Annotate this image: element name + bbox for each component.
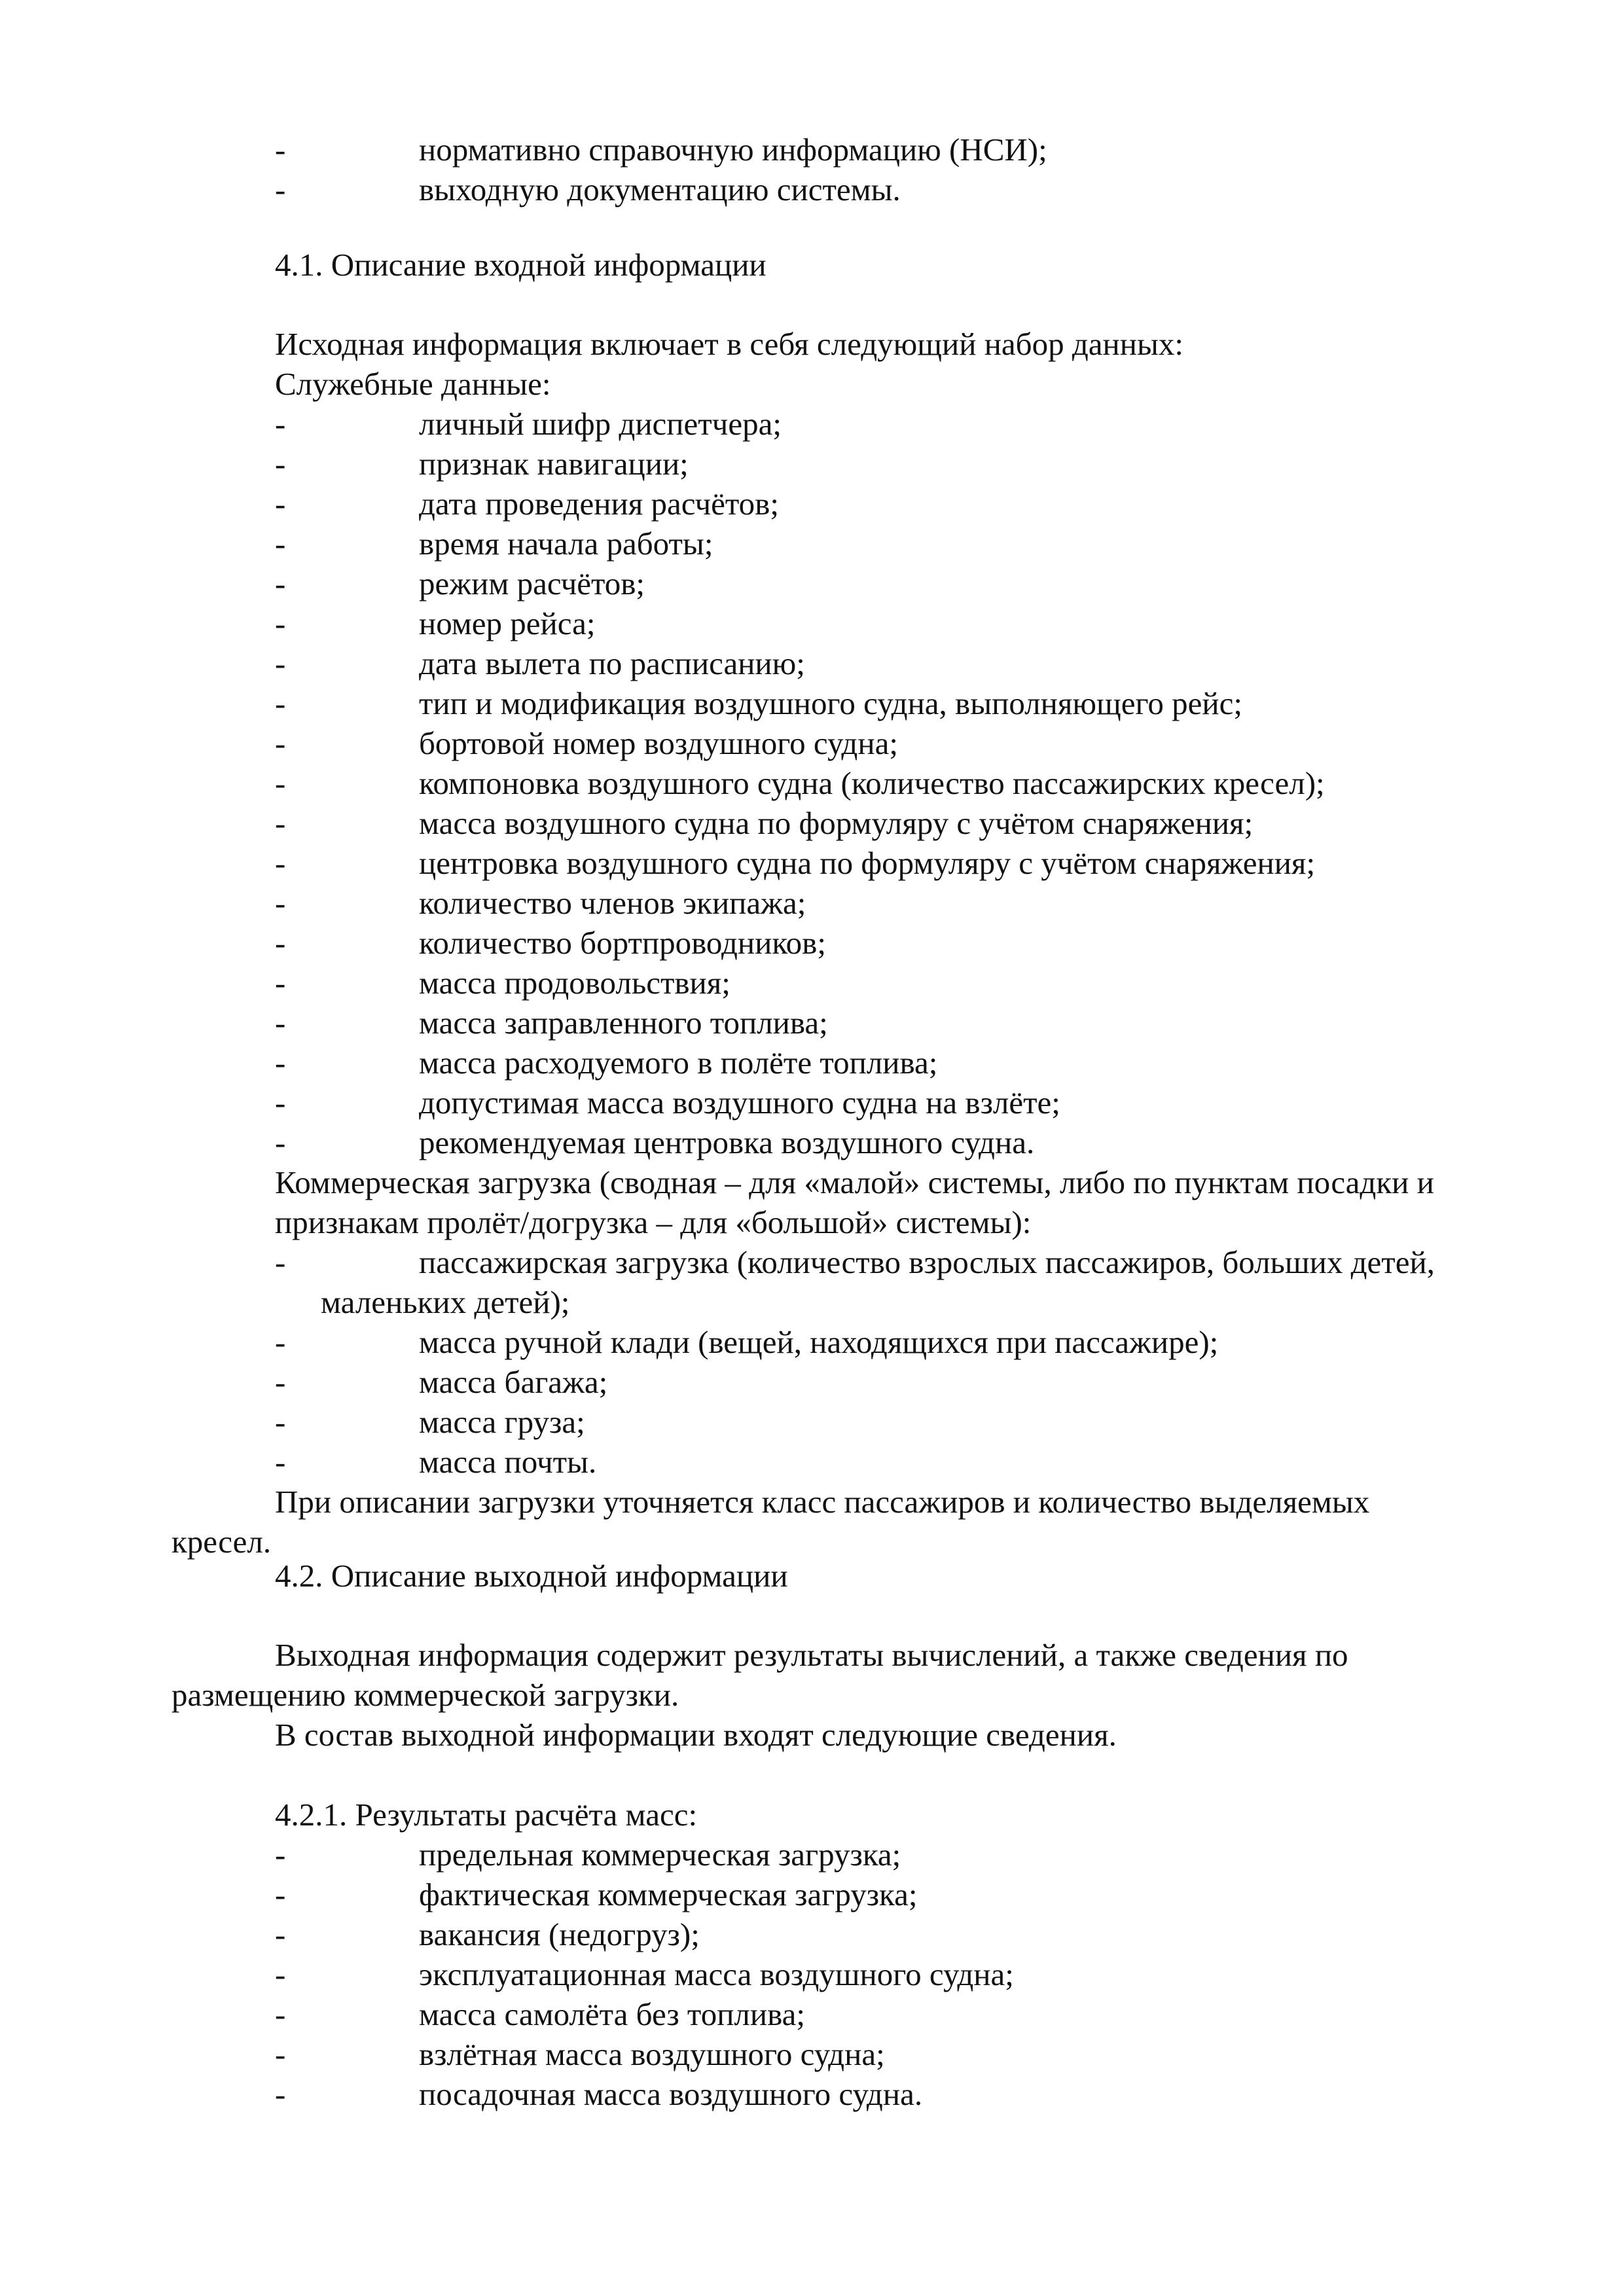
bullet-dash: - bbox=[275, 486, 286, 522]
list-item-text: дата проведения расчётов; bbox=[419, 486, 779, 522]
list-item bbox=[0, 1442, 1624, 1482]
bullet-dash: - bbox=[275, 565, 286, 601]
list-item-text: вакансия (недогруз); bbox=[419, 1916, 700, 1952]
list-item bbox=[0, 1874, 1624, 1914]
list-item bbox=[0, 1914, 1624, 1954]
bullet-dash: - bbox=[275, 132, 286, 168]
bullet-dash: - bbox=[275, 1956, 286, 1992]
bullet-dash: - bbox=[275, 1244, 286, 1280]
bullet-dash: - bbox=[275, 2036, 286, 2072]
service-data-label: Служебные данные: bbox=[275, 366, 551, 402]
bullet-dash: - bbox=[275, 805, 286, 841]
list-item-text: количество бортпроводников; bbox=[419, 925, 826, 961]
paragraph: размещению коммерческой загрузки. bbox=[171, 1677, 679, 1713]
paragraph: При описании загрузки уточняется класс пассажиров и количество выделяемых bbox=[275, 1484, 1370, 1520]
list-item-text: номер рейса; bbox=[419, 605, 596, 641]
top-bullet-list bbox=[0, 130, 1624, 209]
list-item-text: предельная коммерческая загрузка; bbox=[419, 1837, 901, 1873]
bullet-dash: - bbox=[275, 605, 286, 641]
list-item bbox=[0, 763, 1624, 803]
bullet-dash: - bbox=[275, 845, 286, 881]
bullet-dash: - bbox=[275, 1124, 286, 1160]
bullet-dash: - bbox=[275, 1837, 286, 1873]
list-item bbox=[0, 484, 1624, 524]
list-item bbox=[0, 1242, 1624, 1282]
list-item bbox=[0, 803, 1624, 843]
list-item bbox=[0, 1083, 1624, 1122]
bullet-dash: - bbox=[275, 965, 286, 1001]
list-item-text: выходную документацию системы. bbox=[419, 171, 901, 207]
list-item-text: масса ручной клади (вещей, находящихся при пассажире); bbox=[419, 1324, 1219, 1360]
list-item-text: фактическая коммерческая загрузка; bbox=[419, 1876, 918, 1912]
bullet-dash: - bbox=[275, 925, 286, 961]
list-item-text: эксплуатационная масса воздушного судна; bbox=[419, 1956, 1014, 1992]
list-item bbox=[0, 1122, 1624, 1162]
list-item-text: масса заправленного топлива; bbox=[419, 1005, 828, 1041]
bullet-dash: - bbox=[275, 1324, 286, 1360]
list-item-text: масса груза; bbox=[419, 1404, 585, 1440]
list-item bbox=[0, 444, 1624, 484]
list-item bbox=[0, 404, 1624, 444]
list-item bbox=[0, 1043, 1624, 1083]
paragraph: кресел. bbox=[171, 1524, 272, 1560]
list-item-text: бортовой номер воздушного судна; bbox=[419, 725, 898, 761]
bullet-dash: - bbox=[275, 406, 286, 442]
input-info-list bbox=[0, 324, 1624, 1562]
bullet-dash: - bbox=[275, 1876, 286, 1912]
list-item bbox=[0, 923, 1624, 963]
bullet-dash: - bbox=[275, 765, 286, 801]
list-item bbox=[0, 2034, 1624, 2074]
list-item-text: тип и модификация воздушного судна, выполняющего рейс; bbox=[419, 685, 1242, 721]
list-item-text: маленьких детей); bbox=[321, 1284, 570, 1320]
paragraph: признакам пролёт/догрузка – для «большой» системы): bbox=[275, 1204, 1032, 1240]
list-item-text: взлётная масса воздушного судна; bbox=[419, 2036, 885, 2072]
list-item bbox=[0, 1994, 1624, 2034]
bullet-dash: - bbox=[275, 171, 286, 207]
list-item bbox=[0, 723, 1624, 763]
section-heading: 4.2. Описание выходной информации bbox=[275, 1558, 788, 1594]
paragraph: В состав выходной информации входят следующие сведения. bbox=[275, 1717, 1117, 1753]
paragraph: Выходная информация содержит результаты вычислений, а также сведения по bbox=[275, 1637, 1348, 1673]
section-4-2 bbox=[0, 1556, 1624, 1596]
list-item bbox=[0, 643, 1624, 683]
bullet-dash: - bbox=[275, 446, 286, 482]
list-item-continuation bbox=[0, 1282, 1624, 1322]
list-item bbox=[0, 564, 1624, 603]
list-item-text: пассажирская загрузка (количество взрослых пассажиров, больших детей, bbox=[419, 1244, 1435, 1280]
list-item-text: рекомендуемая центровка воздушного судна. bbox=[419, 1124, 1035, 1160]
list-item-text: режим расчётов; bbox=[419, 565, 645, 601]
section-4-1 bbox=[0, 245, 1624, 285]
bullet-dash: - bbox=[275, 1916, 286, 1952]
list-item bbox=[0, 1402, 1624, 1442]
bullet-dash: - bbox=[275, 1996, 286, 2032]
bullet-dash: - bbox=[275, 1444, 286, 1480]
list-item bbox=[0, 2074, 1624, 2114]
paragraph: Коммерческая загрузка (сводная – для «малой» системы, либо по пунктам посадки и bbox=[275, 1164, 1434, 1200]
list-item bbox=[0, 130, 1624, 170]
section-4-2-1 bbox=[0, 1795, 1624, 2114]
bullet-dash: - bbox=[275, 2076, 286, 2112]
list-item-text: компоновка воздушного судна (количество пассажирских кресел); bbox=[419, 765, 1325, 801]
bullet-dash: - bbox=[275, 725, 286, 761]
output-info-paragraphs bbox=[0, 1635, 1624, 1755]
bullet-dash: - bbox=[275, 885, 286, 921]
list-item-text: личный шифр диспетчера; bbox=[419, 406, 782, 442]
section-heading: 4.1. Описание входной информации bbox=[275, 247, 767, 283]
list-item-text: время начала работы; bbox=[419, 526, 713, 562]
list-item bbox=[0, 603, 1624, 643]
list-item-text: дата вылета по расписанию; bbox=[419, 645, 805, 681]
list-item-text: масса самолёта без топлива; bbox=[419, 1996, 805, 2032]
bullet-dash: - bbox=[275, 685, 286, 721]
list-item-text: признак навигации; bbox=[419, 446, 689, 482]
bullet-dash: - bbox=[275, 1404, 286, 1440]
list-item bbox=[0, 963, 1624, 1003]
bullet-dash: - bbox=[275, 645, 286, 681]
list-item bbox=[0, 683, 1624, 723]
list-item-text: допустимая масса воздушного судна на взлёте; bbox=[419, 1085, 1060, 1121]
list-item bbox=[0, 170, 1624, 209]
bullet-dash: - bbox=[275, 1045, 286, 1081]
list-item-text: количество членов экипажа; bbox=[419, 885, 806, 921]
list-item-text: масса почты. bbox=[419, 1444, 597, 1480]
bullet-dash: - bbox=[275, 1364, 286, 1400]
list-item bbox=[0, 843, 1624, 883]
list-item-text: масса багажа; bbox=[419, 1364, 608, 1400]
list-item-text: центровка воздушного судна по формуляру с учётом снаряжения; bbox=[419, 845, 1316, 881]
list-item bbox=[0, 1322, 1624, 1362]
list-item bbox=[0, 1954, 1624, 1994]
list-item-text: нормативно справочную информацию (НСИ); bbox=[419, 132, 1047, 168]
list-item bbox=[0, 524, 1624, 564]
bullet-dash: - bbox=[275, 526, 286, 562]
list-item bbox=[0, 1835, 1624, 1874]
paragraph: Исходная информация включает в себя следующий набор данных: bbox=[275, 326, 1184, 362]
bullet-dash: - bbox=[275, 1005, 286, 1041]
bullet-dash: - bbox=[275, 1085, 286, 1121]
list-item bbox=[0, 1003, 1624, 1043]
list-item-text: масса воздушного судна по формуляру с учётом снаряжения; bbox=[419, 805, 1254, 841]
list-item-text: масса расходуемого в полёте топлива; bbox=[419, 1045, 938, 1081]
list-item-text: масса продовольствия; bbox=[419, 965, 731, 1001]
list-item bbox=[0, 1362, 1624, 1402]
section-heading: 4.2.1. Результаты расчёта масс: bbox=[275, 1797, 698, 1833]
list-item-text: посадочная масса воздушного судна. bbox=[419, 2076, 923, 2112]
list-item bbox=[0, 883, 1624, 923]
